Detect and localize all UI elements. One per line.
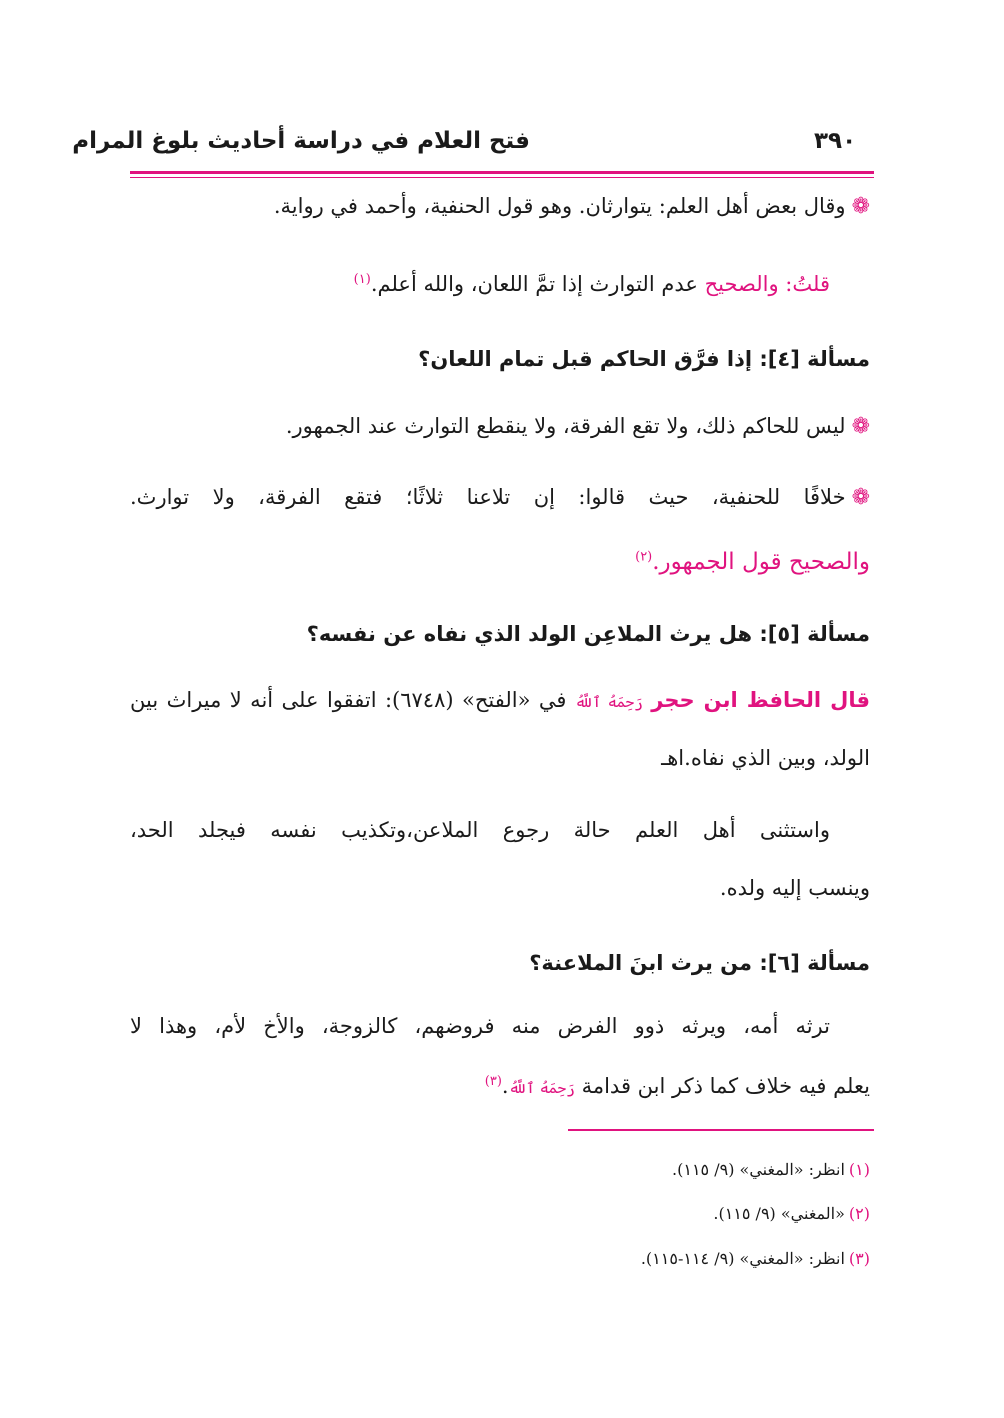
- paragraph-7-line-2: وينسب إليه ولده.: [719, 876, 870, 900]
- paragraph-3: [130, 413, 870, 442]
- paragraph-1-text: وقال بعض أهل العلم: يتوارثان. وهو قول الحنفية، وأحمد في رواية.: [273, 194, 846, 218]
- footnote-3-text: انظر: «المغني» (٩/ ١١٤-١١٥).: [640, 1249, 845, 1268]
- header-rule-thick: [130, 171, 874, 174]
- paragraph-8-line-1: ترثه أمه، ويرثه ذوو الفرض منه فروضهم، كالزوجة، والأخ لأم، وهذا لا: [130, 1014, 830, 1038]
- paragraph-5-text: والصحيح قول الجمهور.: [652, 549, 870, 575]
- footnote-ref-3: (٣): [484, 1074, 502, 1089]
- paragraph-8-end: .: [501, 1074, 509, 1098]
- paragraph-6-text: في «الفتح» (٦٧٤٨): اتفقوا على أنه لا ميراث بين: [130, 688, 567, 712]
- running-header-title: فتح العلام في دراسة أحاديث بلوغ المرام: [72, 128, 530, 154]
- paragraph-8-line-2: [130, 1073, 870, 1100]
- question-5-heading: مسألة [٥]: هل يرث الملاعِن الولد الذي نفاه عن نفسه؟: [306, 622, 870, 646]
- footnote-1-text: انظر: «المغني» (٩/ ١١٥).: [672, 1160, 845, 1179]
- footnote-separator: [568, 1129, 874, 1131]
- question-6-heading: مسألة [٦]: من يرث ابنَ الملاعنة؟: [529, 951, 870, 975]
- footnote-1: [130, 1160, 870, 1179]
- flower-bullet-icon: ❁: [851, 485, 870, 510]
- paragraph-6-line-1: [130, 687, 870, 714]
- paragraph-2-text: عدم التوارث إذا تمَّ اللعان، والله أعلم.: [370, 272, 698, 296]
- paragraph-4: [130, 484, 870, 513]
- paragraph-4-text: خلافًا للحنفية، حيث قالوا: إن تلاعنا ثلاثًا؛ فتقع الفرقة، ولا توارث.: [130, 485, 846, 509]
- footnote-3-number: (٣): [848, 1249, 870, 1268]
- page-number: ٣٩٠: [814, 128, 857, 154]
- paragraph-5: [130, 548, 870, 578]
- paragraph-8-text: يعلم فيه خلاف كما ذكر ابن قدامة: [581, 1074, 870, 1098]
- paragraph-6-lead: قال الحافظ ابن حجر: [651, 688, 870, 712]
- footnote-2: [130, 1204, 870, 1223]
- footnote-ref-2: (٢): [635, 549, 653, 565]
- paragraph-3-text: ليس للحاكم ذلك، ولا تقع الفرقة، ولا ينقطع التوارث عند الجمهور.: [285, 414, 846, 438]
- footnote-2-text: «المغني» (٩/ ١١٥).: [713, 1204, 845, 1223]
- paragraph-1: [130, 193, 870, 222]
- flower-bullet-icon: ❁: [851, 414, 870, 439]
- question-4-heading: مسألة [٤]: إذا فرَّق الحاكم قبل تمام اللعان؟: [418, 347, 870, 371]
- paragraph-2-lead: قلتُ: والصحيح: [704, 272, 830, 296]
- footnote-1-number: (١): [848, 1160, 870, 1179]
- footnote-2-number: (٢): [848, 1204, 870, 1223]
- header-rule-thin: [130, 177, 874, 178]
- paragraph-2: [130, 271, 870, 298]
- footnote-ref-1: (١): [353, 272, 371, 287]
- paragraph-8-honorific: رَحِمَهُ ٱللَّهُ: [508, 1079, 575, 1097]
- paragraph-7-line-1: واستثنى أهل العلم حالة رجوع الملاعن،وتكذيب نفسه فيجلد الحد،: [130, 818, 830, 842]
- paragraph-6-line-2: الولد، وبين الذي نفاه.اهـ: [661, 746, 870, 770]
- paragraph-6-honorific: رَحِمَهُ ٱللَّهُ: [574, 693, 643, 711]
- footnote-3: [130, 1249, 870, 1268]
- flower-bullet-icon: ❁: [851, 194, 870, 219]
